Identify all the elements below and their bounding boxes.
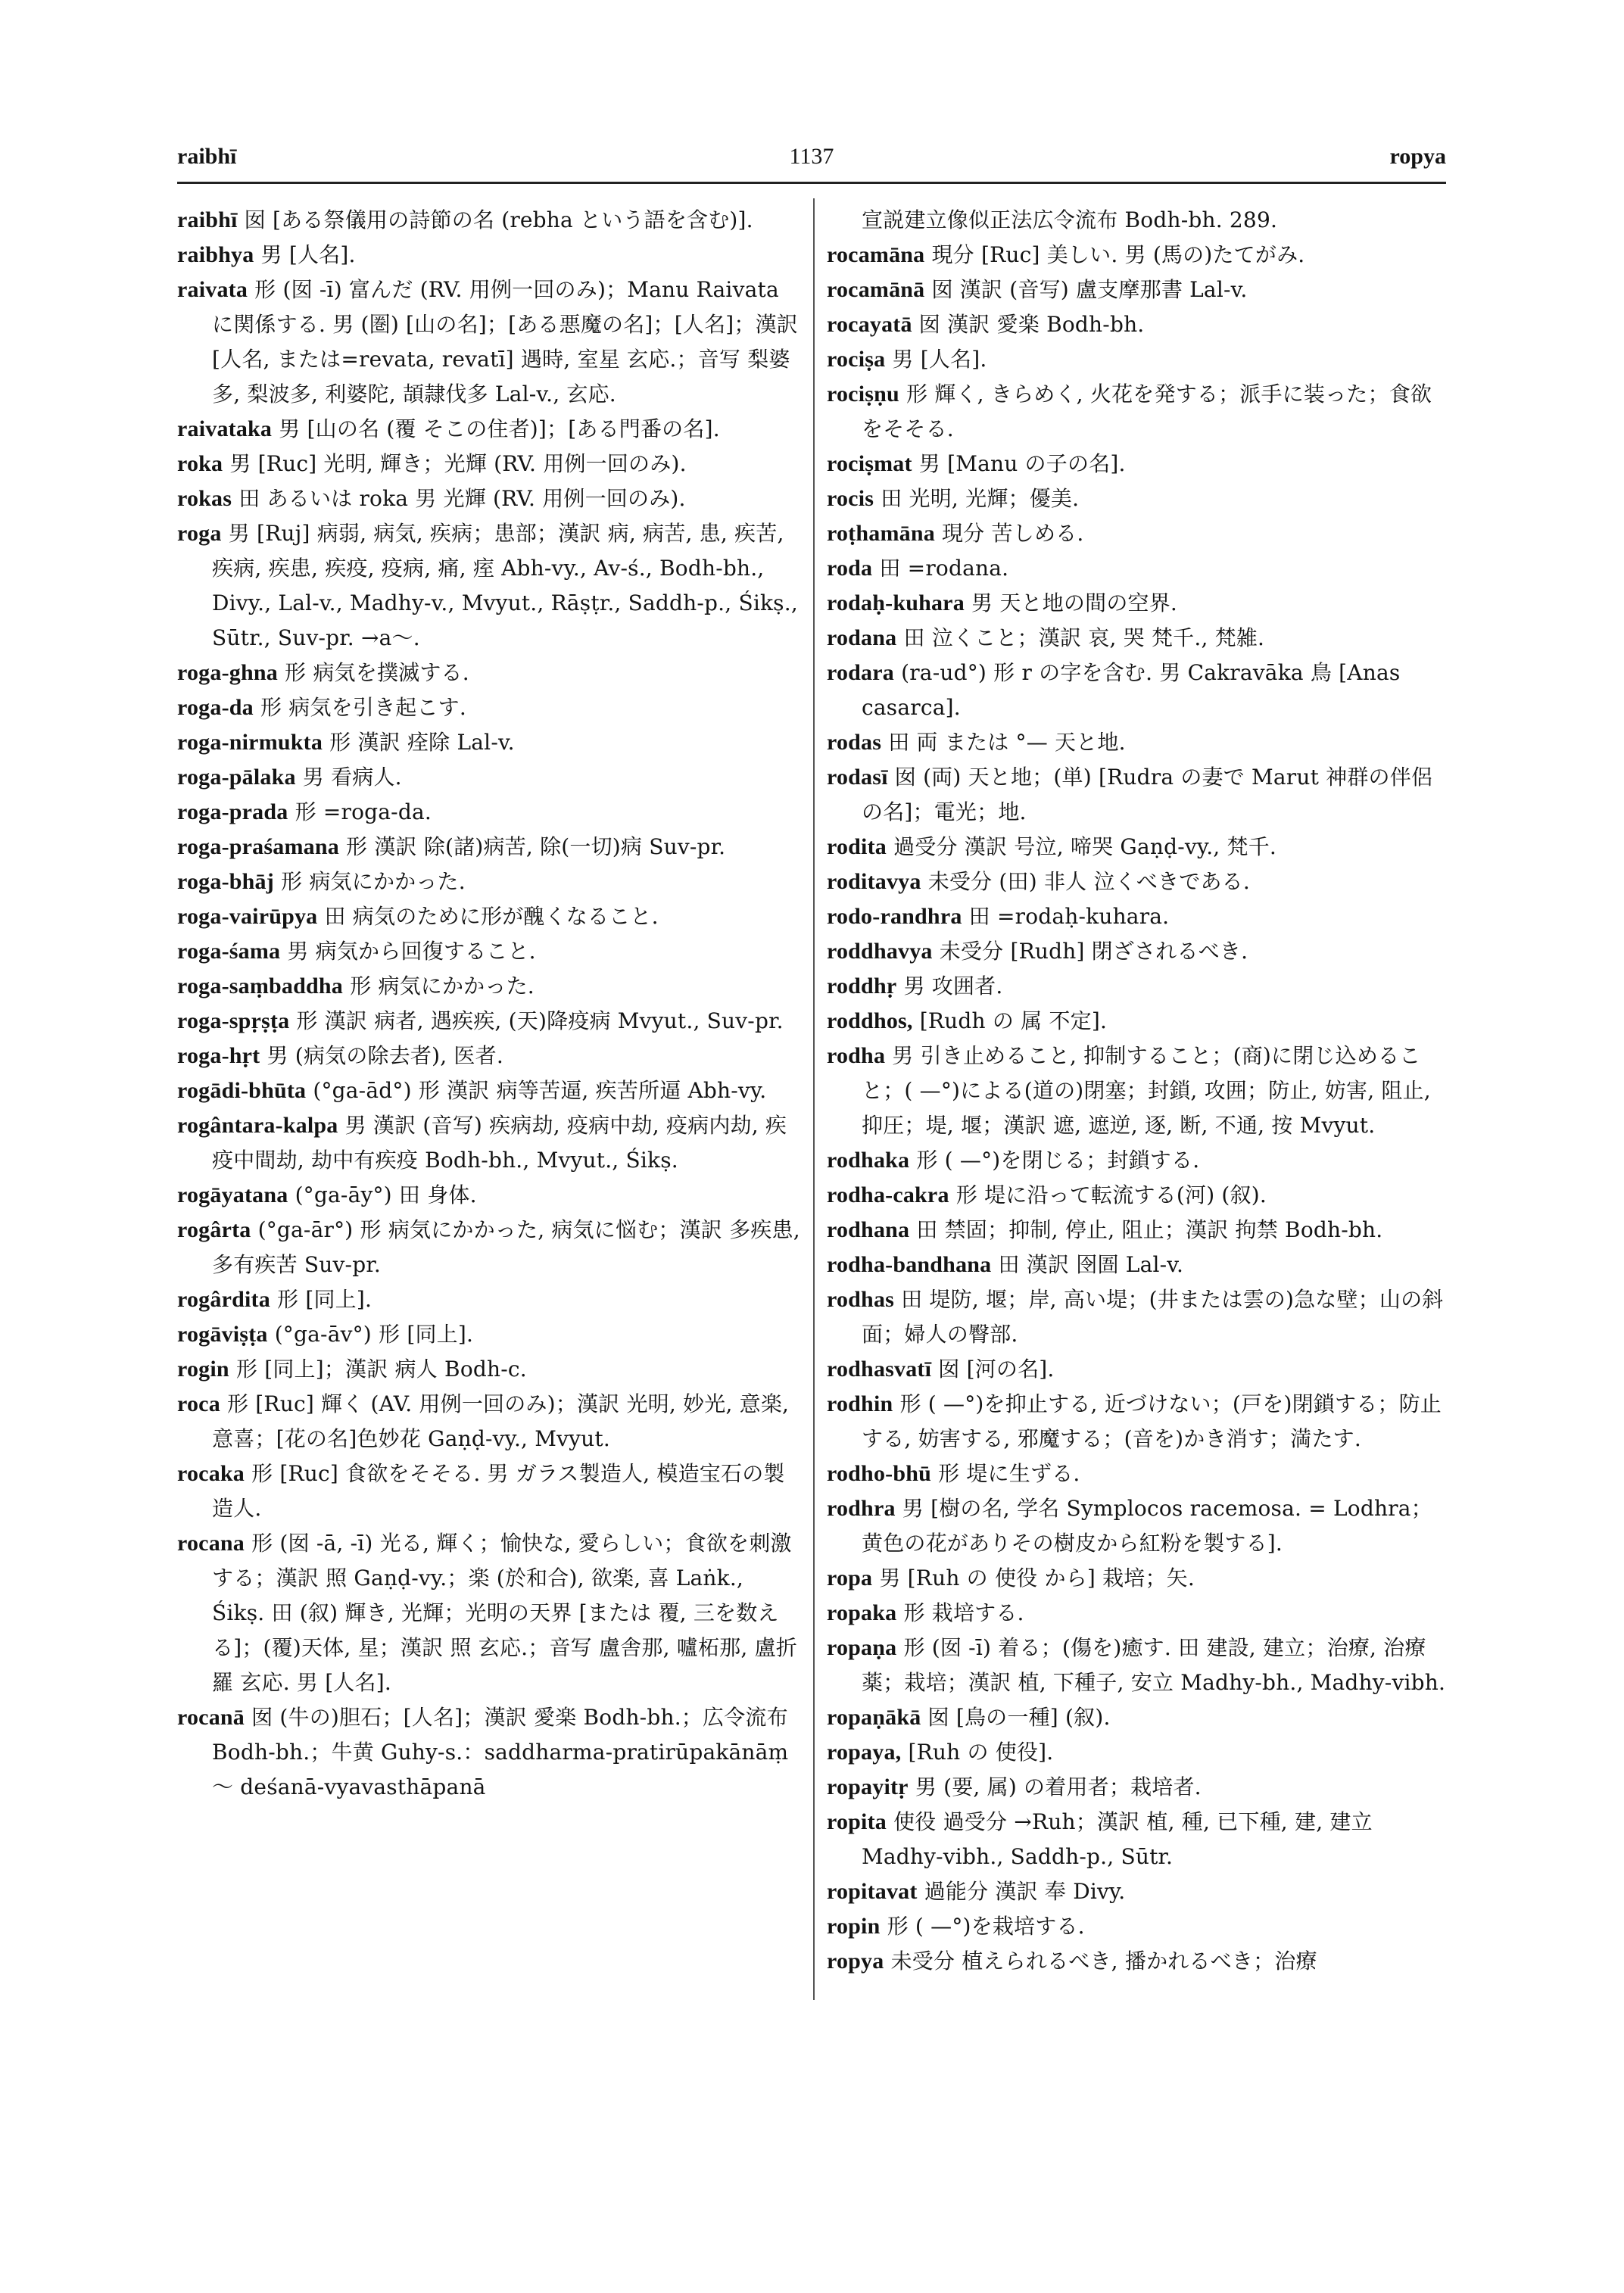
- definition: (°ga-ād°) 形 漢訳 病等苦逼, 疾苦所逼 Abh-vy.: [313, 1078, 767, 1103]
- dictionary-entry: [827, 307, 1446, 342]
- headword: rodhra: [827, 1496, 896, 1521]
- definition: 形 [同上].: [277, 1287, 372, 1312]
- dictionary-entry: [827, 1874, 1446, 1909]
- column-divider: [813, 198, 815, 2000]
- definition: 過受分 漢訳 号泣, 啼哭 Gaṇḍ-vy., 梵千.: [893, 834, 1276, 859]
- headword: rodita: [827, 834, 887, 859]
- dictionary-entry: [827, 1596, 1446, 1631]
- headword: roṭhamāna: [827, 521, 935, 546]
- dictionary-entry: [827, 760, 1446, 830]
- dictionary-entry: [827, 1561, 1446, 1596]
- dictionary-entry: [827, 725, 1446, 760]
- dictionary-entry: [827, 1944, 1446, 1979]
- dictionary-entry: [177, 899, 803, 934]
- headword: rodas: [827, 730, 882, 755]
- headword: rocamāna: [827, 242, 925, 267]
- headword: raivata: [177, 277, 248, 302]
- definition: 形 堤に沿って転流する(河) (叙).: [955, 1182, 1267, 1207]
- definition: 形 ( —°)を抑止する, 近づけない；(戸を)閉鎖する；防止する, 妨害する, 邪魔する；(音を)かき消す；満たす.: [862, 1391, 1442, 1451]
- definition: [Rudh の 属 不定].: [919, 1008, 1108, 1033]
- headword: ropaṇākā: [827, 1705, 921, 1730]
- dictionary-entry: [177, 1317, 803, 1352]
- headword: roga-pālaka: [177, 765, 296, 790]
- dictionary-entry: [827, 1909, 1446, 1944]
- headword: roga-bhāj: [177, 869, 274, 894]
- dictionary-entry: [177, 516, 803, 656]
- dictionary-entry: [827, 586, 1446, 621]
- dictionary-entry: [827, 1491, 1446, 1561]
- definition: 男 [樹の名, 学名 Symplocos racemosa. = Lodhra； 黄色の花がありその樹皮から紅粉を製する].: [862, 1496, 1432, 1556]
- dictionary-entry: [177, 969, 803, 1004]
- dictionary-entry: [827, 1282, 1446, 1352]
- definition: 男 (病気の除去者), 医者.: [267, 1043, 503, 1068]
- headword: roga-spṛṣṭa: [177, 1008, 290, 1033]
- headword: rodhin: [827, 1391, 893, 1416]
- dictionary-entry: [827, 1700, 1446, 1735]
- dictionary-entry: [827, 1039, 1446, 1143]
- dictionary-entry: [177, 1352, 803, 1387]
- dictionary-entry: [177, 273, 803, 412]
- definition: 未受分 [Rudh] 閉ざされるべき.: [939, 939, 1248, 964]
- dictionary-entry: [827, 865, 1446, 899]
- definition: (°ga-ār°) 形 病気にかかった, 病気に悩む；漢訳 多疾患, 多有疾苦 Suv-pr.: [212, 1217, 800, 1277]
- headword: roditavya: [827, 869, 921, 894]
- headword: rogin: [177, 1357, 229, 1382]
- definition: 男 病気から回復すること.: [287, 939, 536, 964]
- headword: roga-saṃbaddha: [177, 974, 343, 999]
- dictionary-entry: [177, 447, 803, 481]
- definition: 囡 (牛の)胆石；[人名]；漢訳 愛楽 Bodh-bh.；広令流布 Bodh-bh.；牛黄 Guhy-s.：saddharma-pratirūpakānāṃ ～ deśanā-vyavasthāpanā: [212, 1705, 789, 1799]
- headword: rodhas: [827, 1287, 895, 1312]
- dictionary-entry: [827, 1004, 1446, 1039]
- dictionary-entry: [177, 865, 803, 899]
- definition: 男 [Manu の子の名].: [918, 451, 1126, 476]
- definition: 形 漢訳 病者, 遇疾疾, (天)降疫病 Mvyut., Suv-pr.: [296, 1008, 784, 1033]
- dictionary-entry: [177, 795, 803, 830]
- definition: 形 漢訳 痊除 Lal-v.: [329, 730, 515, 755]
- dictionary-entry: [827, 1248, 1446, 1282]
- dictionary-entry: [827, 516, 1446, 551]
- headword: roga-śama: [177, 939, 281, 964]
- headword: rocana: [177, 1531, 245, 1556]
- headword: roda: [827, 556, 873, 581]
- definition: 田 あるいは roka 男 光輝 (RV. 用例一回のみ).: [238, 486, 686, 511]
- headword: roga-ghna: [177, 660, 278, 685]
- definition: 形 病気を引き起こす.: [260, 695, 466, 720]
- headword: rocanā: [177, 1705, 245, 1730]
- dictionary-entry: [177, 412, 803, 447]
- definition: 形 堤に生ずる.: [938, 1461, 1080, 1486]
- headword: rogāviṣṭa: [177, 1322, 268, 1347]
- headword: roga-hṛt: [177, 1043, 260, 1068]
- dictionary-entry: [177, 690, 803, 725]
- dictionary-entry: [827, 1770, 1446, 1805]
- definition: 男 [Ruh の 使役 から] 栽培；矢.: [879, 1566, 1195, 1590]
- dictionary-entry: [827, 273, 1446, 307]
- dictionary-entry: [827, 203, 1446, 238]
- dictionary-entry: [827, 342, 1446, 377]
- headword: roga-da: [177, 695, 254, 720]
- headword: ropitavat: [827, 1879, 918, 1904]
- right-column: [827, 203, 1446, 1979]
- definition: 未受分 植えられるべき, 播かれるべき；治療: [890, 1949, 1317, 1974]
- page-header: [177, 144, 1446, 182]
- dictionary-entry: [827, 1387, 1446, 1456]
- dictionary-entry: [177, 1456, 803, 1526]
- definition: 田 堤防, 堰；岸, 高い堤；(井または雲の)急な壁；山の斜面；婦人の臀部.: [862, 1287, 1444, 1347]
- headword: rociṣa: [827, 347, 886, 372]
- headword: ropin: [827, 1914, 881, 1939]
- definition: 男 [Ruc] 光明, 輝き；光輝 (RV. 用例一回のみ).: [229, 451, 687, 476]
- definition: 形 [Ruc] 食欲をそそる. 男 ガラス製造人, 模造宝石の製造人.: [212, 1461, 785, 1521]
- definition: 未受分 (田) 非人 泣くべきである.: [927, 869, 1250, 894]
- headword: raibhī: [177, 207, 238, 232]
- definition: 田 禁固；抑制, 停止, 阻止；漢訳 拘禁 Bodh-bh.: [916, 1217, 1383, 1242]
- headword: ropaṇa: [827, 1635, 897, 1660]
- dictionary-entry: [827, 1352, 1446, 1387]
- headword: rodo-randhra: [827, 904, 962, 929]
- definition: 田 =rodana.: [879, 556, 1009, 581]
- dictionary-entry: [177, 1213, 803, 1282]
- dictionary-entry: [177, 934, 803, 969]
- dictionary-entry: [177, 725, 803, 760]
- dictionary-entry: [827, 656, 1446, 725]
- headword: rodana: [827, 625, 897, 650]
- dictionary-entry: [827, 238, 1446, 273]
- dictionary-entry: [827, 969, 1446, 1004]
- dictionary-entry: [177, 1178, 803, 1213]
- headword: rodhaka: [827, 1148, 910, 1173]
- dictionary-entry: [827, 934, 1446, 969]
- definition: 形 (囡 -ā, -ī) 光る, 輝く；愉快な, 愛らしい；食欲を刺激する；漢訳 照 Gaṇḍ-vy.；楽 (於和合), 欲楽, 喜 Laṅk., Śikṣ. 田 (叙) 輝き, 光輝；光明の天界 [または 覆, 三を数える]；(覆)天体, 星；漢訳 照 玄応.；音写 盧舎那, 嚧柘那, 盧折羅 玄応. 男 [人名].: [212, 1531, 797, 1695]
- headword: rodaḥ-kuhara: [827, 590, 965, 615]
- definition: 男 漢訳 (音写) 疾病劫, 疫病中劫, 疫病内劫, 疾疫中間劫, 劫中有疾疫 Bodh-bh., Mvyut., Śikṣ.: [212, 1113, 787, 1173]
- headword: roga-praśamana: [177, 834, 339, 859]
- definition: 形 輝く, きらめく, 火花を発する；派手に装った；食欲をそそる.: [862, 382, 1432, 441]
- definition: 囡 漢訳 愛楽 Bodh-bh.: [918, 312, 1145, 337]
- headword: ropaya,: [827, 1740, 902, 1765]
- dictionary-entry: [177, 1387, 803, 1456]
- headword: rogântara-kalpa: [177, 1113, 338, 1138]
- definition: 形 (囡 -ī) 着る；(傷を)癒す. 田 建設, 建立；治療, 治療薬；栽培；漢訳 植, 下種子, 安立 Madhy-bh., Madhy-vibh.: [862, 1635, 1446, 1695]
- headword: rociṣmat: [827, 451, 912, 476]
- definition: 田 =rodaḥ-kuhara.: [968, 904, 1170, 929]
- definition: 形 病気にかかった.: [350, 974, 535, 999]
- dictionary-entry: [177, 1004, 803, 1039]
- definition: 男 (要, 属) の着用者；栽培者.: [915, 1774, 1202, 1799]
- dictionary-entry: [177, 1039, 803, 1073]
- headword: rodhana: [827, 1217, 910, 1242]
- headword: rodho-bhū: [827, 1461, 931, 1486]
- definition: [Ruh の 使役].: [908, 1740, 1054, 1765]
- headword: ropya: [827, 1949, 884, 1974]
- right-guide-word: ropya: [1389, 144, 1446, 169]
- left-column: [177, 203, 803, 1805]
- dictionary-entry: [827, 447, 1446, 481]
- definition: 男 [人名].: [260, 242, 356, 267]
- definition: 過能分 漢訳 奉 Divy.: [924, 1879, 1126, 1904]
- headword: roga-prada: [177, 799, 288, 824]
- definition: 田 光明, 光輝；優美.: [881, 486, 1080, 511]
- definition: 形 (囡 -ī) 富んだ (RV. 用例一回のみ)；Manu Raivata に関係する. 男 (圏) [山の名]；[ある悪魔の名]；[人名]；漢訳 [人名, または=revata, revatī] 遇時, 室星 玄応.；音写 梨婆多, 梨波多, 利婆陀, 頡隷伐多 Lal-v., 玄応.: [212, 277, 798, 407]
- definition: (°ga-āv°) 形 [同上].: [274, 1322, 474, 1347]
- dictionary-entry: [827, 1456, 1446, 1491]
- dictionary-entry: [177, 656, 803, 690]
- definition: 田 両 または °— 天と地.: [888, 730, 1126, 755]
- headword: ropaka: [827, 1600, 897, 1625]
- headword: rogādi-bhūta: [177, 1078, 307, 1103]
- dictionary-entry: [177, 1526, 803, 1700]
- page-number: 1137: [789, 144, 834, 169]
- header-rule: [177, 182, 1446, 184]
- headword: raivataka: [177, 416, 273, 441]
- headword: rociṣṇu: [827, 382, 899, 407]
- dictionary-entry: [827, 1735, 1446, 1770]
- headword: rodha: [827, 1043, 886, 1068]
- headword: roka: [177, 451, 223, 476]
- definition: (ra-ud°) 形 r の字を含む. 男 Cakravāka 鳥 [Anas casarca].: [862, 660, 1401, 720]
- dictionary-entry: [177, 1108, 803, 1178]
- definition: 男 引き止めること, 抑制すること；(商)に閉じ込めること；( —°)による(道の)閉塞；封鎖, 攻囲；防止, 妨害, 阻止, 抑圧；堤, 堰；漢訳 遮, 遮逆, 逐, 断, 不通, 按 Mvyut.: [862, 1043, 1431, 1138]
- definition: 男 [人名].: [892, 347, 987, 372]
- definition: (°ga-āy°) 田 身体.: [295, 1182, 477, 1207]
- definition: 形 栽培する.: [903, 1600, 1024, 1625]
- headword: roca: [177, 1391, 220, 1416]
- definition: 形 ( —°)を閉じる；封鎖する.: [916, 1148, 1200, 1173]
- headword: roga-nirmukta: [177, 730, 323, 755]
- dictionary-entry: [177, 238, 803, 273]
- definition: 形 病気にかかった.: [281, 869, 466, 894]
- headword: rocayatā: [827, 312, 912, 337]
- definition: 形 [同上]；漢訳 病人 Bodh-c.: [235, 1357, 527, 1382]
- definition: 宣説建立像似正法広令流布 Bodh-bh. 289.: [862, 207, 1278, 232]
- headword: rogârta: [177, 1217, 251, 1242]
- dictionary-entry: [827, 551, 1446, 586]
- definition: 男 天と地の間の空界.: [971, 590, 1178, 615]
- headword: rocamānā: [827, 277, 925, 302]
- definition: 男 [山の名 (覆 そこの住者)]；[ある門番の名].: [279, 416, 720, 441]
- headword: roga: [177, 521, 222, 546]
- headword: roddhṛ: [827, 974, 897, 999]
- dictionary-entry: [177, 481, 803, 516]
- dictionary-entry: [827, 830, 1446, 865]
- definition: 田 泣くこと；漢訳 哀, 哭 梵千., 梵雑.: [903, 625, 1265, 650]
- dictionary-entry: [177, 760, 803, 795]
- dictionary-entry: [827, 899, 1446, 934]
- definition: 男 看病人.: [302, 765, 402, 790]
- headword: roddhavya: [827, 939, 933, 964]
- definition: 囡 [河の名].: [938, 1357, 1055, 1382]
- dictionary-entry: [177, 1700, 803, 1805]
- headword: raibhya: [177, 242, 254, 267]
- headword: ropita: [827, 1809, 887, 1834]
- definition: 囡 (両) 天と地；(単) [Rudra の妻で Marut 神群の伴侶の名]；電光；地.: [862, 765, 1433, 824]
- dictionary-entry: [177, 203, 803, 238]
- definition: 形 漢訳 除(諸)病苦, 除(一切)病 Suv-pr.: [346, 834, 726, 859]
- definition: 田 漢訳 囹圄 Lal-v.: [998, 1252, 1184, 1277]
- headword: rodha-bandhana: [827, 1252, 992, 1277]
- dictionary-entry: [827, 481, 1446, 516]
- definition: 囡 漢訳 (音写) 盧支摩那書 Lal-v.: [931, 277, 1248, 302]
- headword: rodha-cakra: [827, 1182, 949, 1207]
- definition: 形 ( —°)を栽培する.: [887, 1914, 1085, 1939]
- definition: 男 [Ruj] 病弱, 病気, 疾病；患部；漢訳 病, 病苦, 患, 疾苦, 疾病, 疾患, 疾疫, 疫病, 痛, 痓 Abh-vy., Av-ś., Bodh-bh., Divy., Lal-v., Madhy-v., Mvyut., Rāṣṭr., Saddh-p., Śikṣ., Sūtr., Suv-pr. →a～.: [212, 521, 798, 650]
- headword: rokas: [177, 486, 232, 511]
- dictionary-entry: [827, 1805, 1446, 1874]
- dictionary-entry: [177, 1282, 803, 1317]
- dictionary-entry: [827, 1178, 1446, 1213]
- definition: 男 攻囲者.: [903, 974, 1003, 999]
- dictionary-entry: [827, 1143, 1446, 1178]
- headword: ropa: [827, 1566, 873, 1590]
- dictionary-entry: [827, 1631, 1446, 1700]
- left-guide-word: raibhī: [177, 144, 237, 169]
- definition: 形 [Ruc] 輝く (AV. 用例一回のみ)；漢訳 光明, 妙光, 意楽, 意喜；[花の名]色妙花 Gaṇḍ-vy., Mvyut.: [212, 1391, 790, 1451]
- headword: rocis: [827, 486, 874, 511]
- headword: roddhos,: [827, 1008, 913, 1033]
- dictionary-entry: [827, 621, 1446, 656]
- definition: 囡 [鳥の一種] (叙).: [927, 1705, 1111, 1730]
- dictionary-entry: [827, 377, 1446, 447]
- definition: 使役 過受分 →Ruh；漢訳 植, 種, 已下種, 建, 建立 Madhy-vibh., Saddh-p., Sūtr.: [862, 1809, 1373, 1869]
- headword: ropayitṛ: [827, 1774, 909, 1799]
- headword: rocaka: [177, 1461, 245, 1486]
- headword: rogârdita: [177, 1287, 270, 1312]
- headword: rodara: [827, 660, 894, 685]
- definition: 田 病気のために形が醜くなること.: [324, 904, 659, 929]
- headword: rodhasvatī: [827, 1357, 932, 1382]
- headword: roga-vairūpya: [177, 904, 318, 929]
- headword: rogāyatana: [177, 1182, 288, 1207]
- definition: 囡 [ある祭儀用の詩節の名 (rebha という語を含む)].: [244, 207, 753, 232]
- dictionary-entry: [177, 1073, 803, 1108]
- definition: 形 =roga-da.: [295, 799, 432, 824]
- definition: 形 病気を撲滅する.: [285, 660, 469, 685]
- dictionary-entry: [177, 830, 803, 865]
- definition: 現分 [Ruc] 美しい. 男 (馬の)たてがみ.: [931, 242, 1305, 267]
- definition: 現分 苦しめる.: [942, 521, 1084, 546]
- headword: rodasī: [827, 765, 888, 790]
- dictionary-entry: [827, 1213, 1446, 1248]
